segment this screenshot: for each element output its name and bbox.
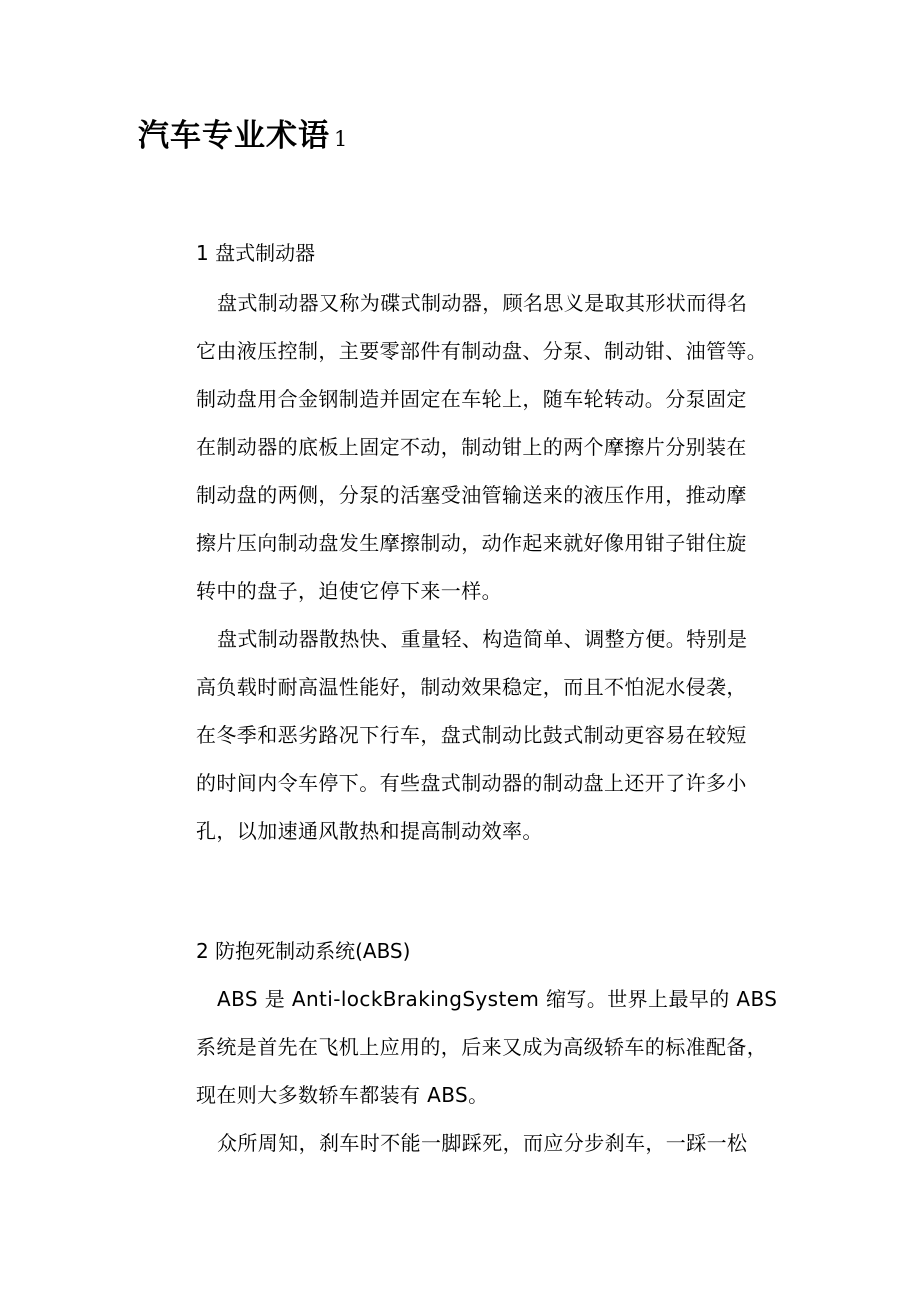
document-title-suffix: 1 [334,127,349,151]
paragraph-line: 现在则大多数轿车都装有 ABS。 [196,1083,489,1107]
paragraph-line: 盘式制动器又称为碟式制动器，顾名思义是取其形状而得名 [217,291,748,315]
paragraph-line: 制动盘的两侧，分泵的活塞受油管输送来的液压作用，推动摩 [196,483,747,507]
document-title-text: 汽车专业术语 [138,118,330,154]
paragraph-line: 盘式制动器散热快、重量轻、构造简单、调整方便。特别是 [217,627,748,651]
paragraph-line: 在制动器的底板上固定不动，制动钳上的两个摩擦片分别装在 [196,435,747,459]
paragraph-line: 孔，以加速通风散热和提高制动效率。 [196,819,543,843]
paragraph-line: 转中的盘子，迫使它停下来一样。 [196,579,502,603]
paragraph-line: 擦片压向制动盘发生摩擦制动，动作起来就好像用钳子钳住旋 [196,531,747,555]
paragraph-line: 众所周知，刹车时不能一脚踩死，而应分步刹车，一踩一松 [217,1131,748,1155]
paragraph-line: 在冬季和恶劣路况下行车，盘式制动比鼓式制动更容易在较短 [196,723,747,747]
paragraph-line: ABS 是 Anti-lockBrakingSystem 缩写。世界上最早的 ABS [217,987,778,1011]
document-title [138,114,348,161]
paragraph-line: 高负载时耐高温性能好，制动效果稳定，而且不怕泥水侵袭， [196,675,747,699]
section-heading-abs: 2 防抱死制动系统(ABS) [196,939,411,963]
paragraph-line: 的时间内令车停下。有些盘式制动器的制动盘上还开了许多小 [196,771,747,795]
paragraph-line: 系统是首先在飞机上应用的，后来又成为高级轿车的标准配备， [196,1035,768,1059]
paragraph-line: 制动盘用合金钢制造并固定在车轮上，随车轮转动。分泵固定 [196,387,747,411]
section-heading-disc-brake: 1 盘式制动器 [196,241,316,265]
paragraph-line: 它由液压控制，主要零部件有制动盘、分泵、制动钳、油管等。 [196,339,768,363]
